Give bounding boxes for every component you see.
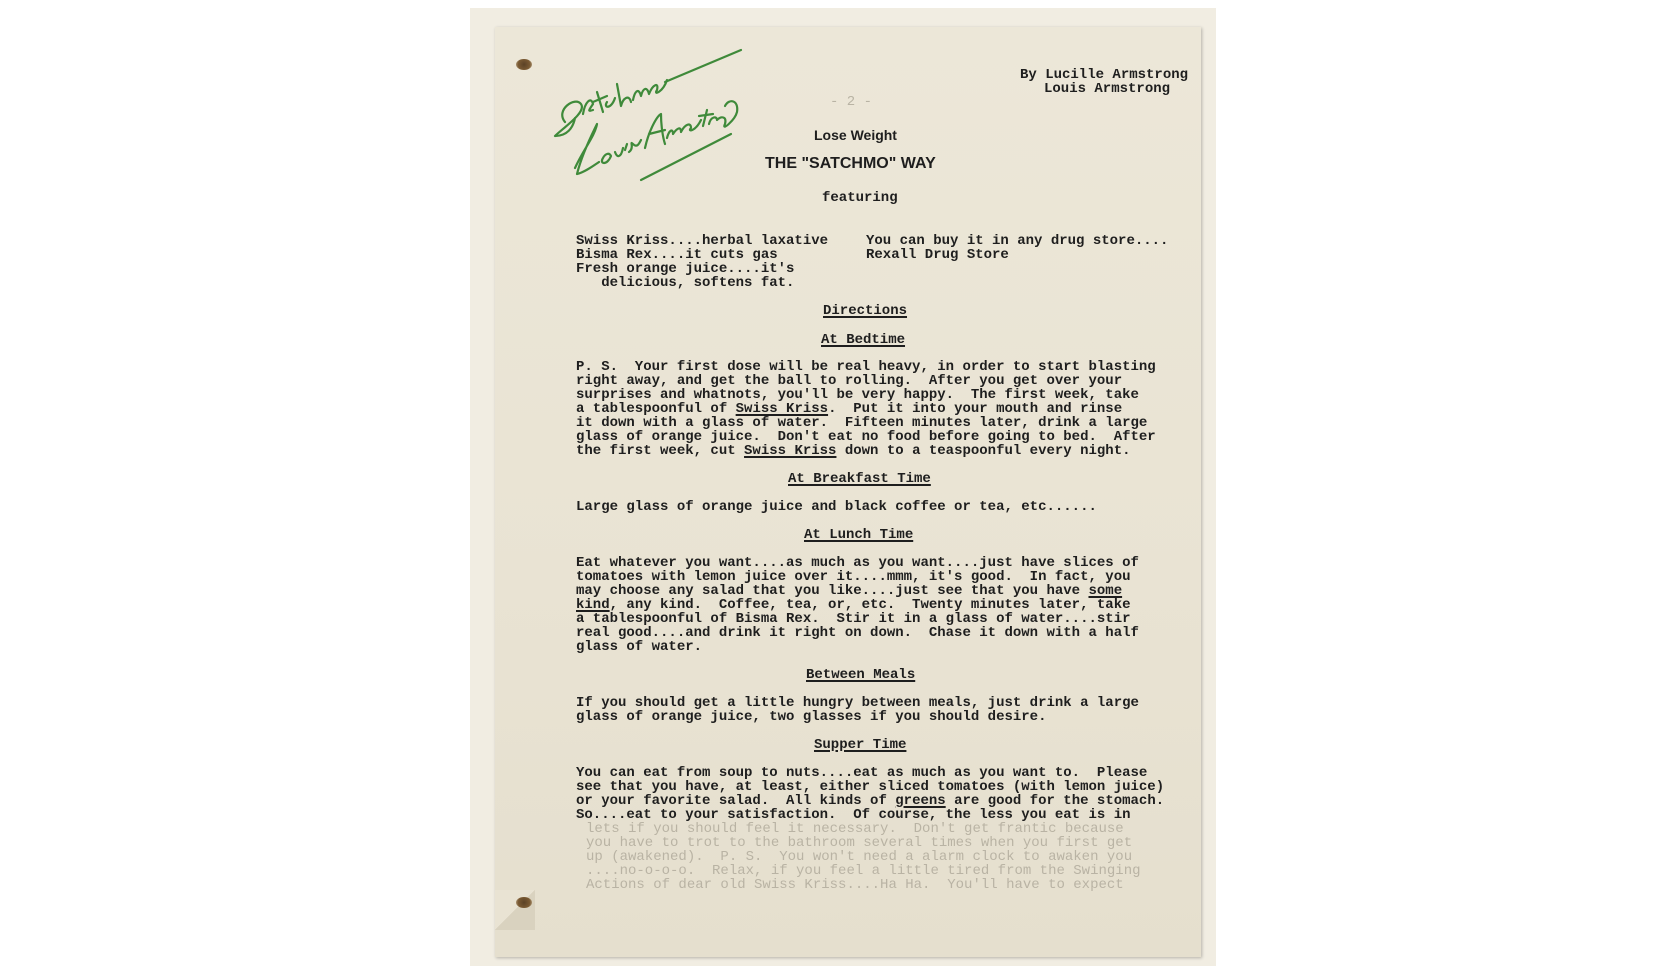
swiss-kriss-underlined: Swiss Kriss — [735, 401, 829, 417]
where-to-buy: You can buy it in any drug store.... — [866, 233, 1169, 249]
byline-louis: Louis Armstrong — [1044, 81, 1171, 97]
supper-line-1: You can eat from soup to nuts....eat as much as you want to. Please — [576, 765, 1148, 781]
show-through-line-3: up (awakened). P. S. You won't need a alarm clock to awaken you — [586, 849, 1133, 865]
heading-at-breakfast-time: At Breakfast Time — [788, 471, 931, 487]
bedtime-line-4-start: a tablespoonful of — [576, 401, 736, 417]
page-number: - 2 - — [830, 94, 873, 110]
rexall-drug-store: Rexall Drug Store — [866, 247, 1009, 263]
some-underlined: some — [1088, 583, 1123, 599]
folded-corner — [495, 890, 535, 930]
bedtime-line-7 — [576, 444, 1131, 458]
bedtime-line-7-end: down to a teaspoonful every night. — [836, 443, 1131, 459]
byline-lucille: By Lucille Armstrong — [1020, 67, 1189, 83]
swiss-kriss-underlined-2: Swiss Kriss — [744, 443, 837, 459]
ingredient-swiss-kriss: Swiss Kriss....herbal laxative — [576, 233, 829, 249]
lunch-line-5: a tablespoonful of Bisma Rex. Stir it in a glass of water....stir — [576, 611, 1131, 627]
bedtime-line-4-end: . Put it into your mouth and rinse — [828, 401, 1123, 417]
heading-supper-time: Supper Time — [814, 737, 907, 753]
punch-hole-bottom — [516, 897, 532, 908]
lunch-line-4-end: , any kind. Coffee, tea, or, etc. Twenty minutes later, take — [609, 597, 1131, 613]
lunch-line-3-start: may choose any salad that you like....just see that you have — [576, 583, 1089, 599]
supper-line-3 — [576, 794, 1164, 808]
bedtime-line-5: it down with a glass of water. Fifteen minutes later, drink a large — [576, 415, 1148, 431]
bedtime-line-7-start: the first week, cut — [576, 443, 745, 459]
show-through-line-1: lets if you should feel it necessary. Don't get frantic because — [586, 821, 1124, 837]
supper-line-2: see that you have, at least, either sliced tomatoes (with lemon juice) — [576, 779, 1165, 795]
show-through-line-4: ....no-o-o-o. Relax, if you feel a little tired from the Swinging — [586, 863, 1141, 879]
bedtime-line-2: right away, and get the ball to rolling. After you get over your — [576, 373, 1123, 389]
ingredient-bisma-rex: Bisma Rex....it cuts gas — [576, 247, 778, 263]
heading-at-lunch-time: At Lunch Time — [804, 527, 914, 543]
lunch-line-6: real good....and drink it right on down. Chase it down with a half — [576, 625, 1139, 641]
breakfast-line: Large glass of orange juice and black coffee or tea, etc...... — [576, 499, 1097, 515]
lunch-line-3 — [576, 584, 1122, 598]
greens-underlined: greens — [895, 793, 946, 809]
bedtime-line-3: surprises and whatnots, you'll be very happy. The first week, take — [576, 387, 1139, 403]
heading-at-bedtime: At Bedtime — [821, 332, 906, 348]
kind-underlined: kind — [576, 597, 610, 613]
heading-directions: Directions — [823, 303, 908, 319]
show-through-line-5: Actions of dear old Swiss Kriss....Ha Ha. You'll have to expect — [586, 877, 1124, 893]
bedtime-line-6: glass of orange juice. Don't eat no food before going to bed. After — [576, 429, 1156, 445]
between-line-1: If you should get a little hungry between meals, just drink a large — [576, 695, 1139, 711]
supper-line-3-end: are good for the stomach. — [945, 793, 1165, 809]
heading-between-meals: Between Meals — [806, 667, 916, 683]
show-through-line-2: you have to trot to the bathroom several times when you first get — [586, 835, 1133, 851]
lunch-line-1: Eat whatever you want....as much as you want....just have slices of — [576, 555, 1139, 571]
lunch-line-2: tomatoes with lemon juice over it....mmm, it's good. In fact, you — [576, 569, 1131, 585]
lunch-line-4 — [576, 598, 1131, 612]
bedtime-line-1: P. S. Your first dose will be real heavy, in order to start blasting — [576, 359, 1156, 375]
title-satchmo-way: THE "SATCHMO" WAY — [765, 155, 936, 172]
title-lose-weight: Lose Weight — [814, 127, 897, 143]
signature-satchmo-louis-armstrong — [545, 40, 750, 190]
supper-line-3-start: or your favorite salad. All kinds of — [576, 793, 896, 809]
ingredient-orange-juice: Fresh orange juice....it's — [576, 261, 795, 277]
supper-line-4: So....eat to your satisfaction. Of course, the less you eat is in — [576, 807, 1131, 823]
lunch-line-7: glass of water. — [576, 639, 703, 655]
ingredient-orange-juice-cont: delicious, softens fat. — [576, 275, 795, 291]
punch-hole-top — [516, 59, 532, 70]
between-line-2: glass of orange juice, two glasses if you should desire. — [576, 709, 1047, 725]
featuring-label: featuring — [822, 190, 898, 206]
bedtime-line-4 — [576, 402, 1122, 416]
